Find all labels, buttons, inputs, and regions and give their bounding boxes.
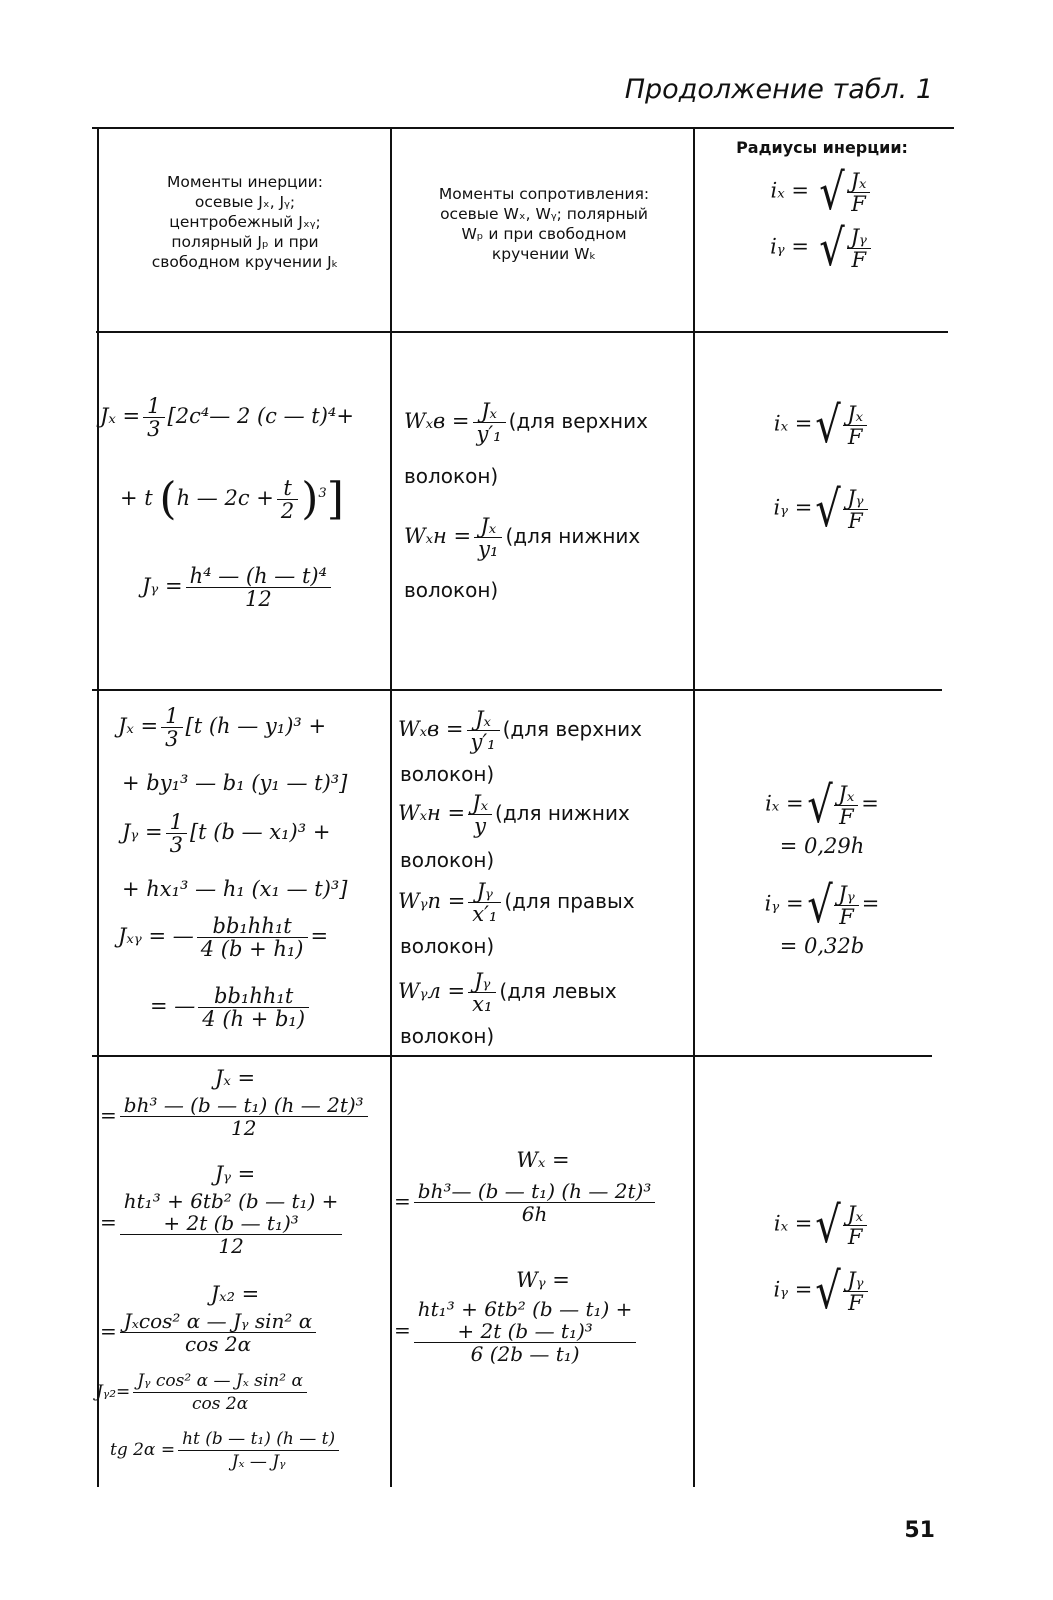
row3-jy-formula [100, 1190, 345, 1257]
frac-den: F [847, 1224, 863, 1249]
frac-num: Jₓ [834, 783, 858, 806]
row2-jy-line1 [122, 811, 330, 856]
row1-jx-line2: + t (h — 2c + $\frac{t}{2}$ )$^3$] [120, 473, 344, 525]
frac-den: F [847, 424, 863, 449]
header-iy-formula [697, 219, 947, 277]
row3-col3 [697, 1196, 947, 1320]
frac-num: Jₓcos² α — Jᵧ sin² α [120, 1310, 317, 1333]
w-note: (для верхних [502, 717, 642, 741]
row2-jx-line1 [118, 705, 326, 750]
frac-num: + 2t (b — t₁)³ [414, 1320, 637, 1343]
w-lhs: Wᵧп = [398, 889, 466, 913]
equals: = [100, 1210, 117, 1234]
frac-num: Jᵧ [847, 226, 871, 249]
equals: = [394, 1318, 411, 1342]
row3-tg-formula [110, 1428, 342, 1473]
frac-den: x′₁ [472, 902, 498, 926]
frac-den: F [851, 247, 867, 272]
frac-den: x₁ [472, 992, 493, 1016]
header-col2-line: Wₚ и при свободном [461, 225, 627, 243]
row2-ix-formula [697, 776, 947, 834]
row3-ix-formula [697, 1196, 947, 1254]
frac-den: F [848, 508, 863, 533]
tg-lhs: tg 2α = [110, 1440, 176, 1460]
row2-w3-note: волокон) [400, 934, 495, 958]
ix-label: iₓ = [770, 178, 809, 203]
frac-num: Jᵧ [843, 1269, 867, 1292]
equals: = [394, 1189, 411, 1213]
sqrt-icon: √ [815, 480, 842, 538]
jxy-lhs: Jₓᵧ = — [118, 924, 194, 948]
frac-den: 6h [521, 1202, 548, 1226]
jy-lhs: Jᵧ = [122, 820, 163, 844]
frac-den: 3 [165, 727, 179, 751]
frac-den: y [474, 814, 487, 838]
sqrt-icon: √ [815, 396, 842, 454]
w-note: (для левых [499, 979, 617, 1003]
header-col1-line: полярный Jₚ и при [171, 233, 319, 251]
row2-w4-note: волокон) [400, 1024, 495, 1048]
frac-num: Jₓ [843, 403, 867, 426]
frac-num: ht (b — t₁) (h — t) [178, 1428, 339, 1451]
header-col2 [394, 184, 694, 264]
iy-label: iᵧ = [773, 1277, 813, 1302]
header-col2-line: осевые Wₓ, Wᵧ; полярный [440, 205, 648, 223]
ix-label: iₓ = [765, 791, 804, 816]
row2-w4 [398, 970, 617, 1015]
frac-num: t [277, 477, 298, 500]
row1-jx-line1 [100, 395, 354, 440]
row2-jxy-line2 [150, 985, 312, 1030]
table-top-border [92, 127, 954, 129]
row3-jy-lhs: Jᵧ = [214, 1162, 256, 1186]
row2-bottom-border [92, 1055, 932, 1057]
frac-num: Jᵧ [843, 487, 867, 510]
frac-den: 12 [244, 587, 272, 611]
row3-jx-lhs: Jₓ = [214, 1066, 256, 1090]
col1-col2-divider [390, 127, 392, 1487]
sqrt-icon: √ [818, 219, 845, 277]
jy-bracket: [t (b — x₁)³ + [189, 820, 331, 844]
header-ix-formula [697, 163, 947, 221]
row2-iy-formula [697, 876, 947, 934]
w-note: (для нижних [505, 524, 641, 548]
jx-term: + t [120, 486, 153, 510]
frac-num: Jₓ [467, 708, 500, 731]
row3-wy-lhs: Wᵧ = [516, 1268, 570, 1292]
frac-den: Jₓ — Jᵧ [231, 1452, 286, 1472]
frac-num: bh³ — (b — t₁) (h — 2t)³ [120, 1094, 368, 1117]
jx-term: h — 2c + [176, 486, 274, 510]
row1-w-lower [404, 515, 640, 560]
w-lhs: Wₓн = [398, 801, 466, 825]
row1-ix-formula [697, 396, 947, 454]
row2-jy-line2: + hx₁³ — h₁ (x₁ — t)³] [122, 877, 348, 901]
frac-den: 12 [231, 1116, 257, 1140]
sqrt-icon: √ [815, 1262, 842, 1320]
frac-den: cos 2α [184, 1332, 252, 1356]
jxy-lhs: = — [150, 994, 196, 1018]
iy-label: iᵧ = [773, 495, 813, 520]
page-number: 51 [904, 1518, 935, 1543]
frac-num: bb₁hh₁t [197, 915, 308, 938]
frac-num: Jᵧ [468, 880, 501, 903]
frac-num: Jₓ [468, 792, 492, 815]
table-left-border [97, 127, 99, 1487]
frac-den: 12 [218, 1234, 244, 1258]
w-note: (для правых [504, 889, 635, 913]
row2-w1 [398, 708, 642, 753]
frac-den: 4 (h + b₁) [202, 1007, 306, 1031]
frac-den: cos 2α [192, 1394, 249, 1414]
header-col3-title: Радиусы инерции: [736, 138, 908, 157]
frac-den: 4 (b + h₁) [200, 937, 304, 961]
frac-num: Jᵧ cos² α — Jₓ sin² α [133, 1370, 307, 1393]
sqrt-icon: √ [806, 876, 833, 934]
sqrt-icon: √ [806, 776, 833, 834]
header-col1-line: Моменты инерции: [167, 173, 323, 191]
frac-den: 3 [147, 417, 161, 441]
jx-lhs: Jₓ = [100, 404, 141, 428]
frac-num: Jₓ [843, 1203, 867, 1226]
jx-bracket: [t (h — y₁)³ + [185, 714, 327, 738]
frac-num: Jₓ [474, 515, 502, 538]
header-col1-line: центробежный Jₓᵧ; [169, 213, 321, 231]
row1-col3 [697, 396, 947, 538]
equals: = [100, 1319, 117, 1343]
row1-w-upper [404, 400, 648, 445]
header-col2-line: кручении Wₖ [491, 245, 597, 263]
row3-wx-lhs: Wₓ = [516, 1148, 570, 1172]
frac-num: ht₁³ + 6tb² (b — t₁) + [417, 1297, 633, 1321]
jy-lhs: Jᵧ = [142, 574, 183, 598]
row1-iy-formula [697, 480, 947, 538]
frac-den: F [839, 904, 854, 929]
frac-den: F [848, 1290, 863, 1315]
exponent: 3 [318, 486, 327, 501]
row3-jx-formula [100, 1094, 371, 1139]
frac-den: 6 (2b — t₁) [470, 1342, 580, 1366]
ix-label: iₓ = [773, 1211, 813, 1236]
equals: = [310, 924, 329, 948]
w-note: (для верхних [508, 409, 648, 433]
row3-iy-formula [697, 1262, 947, 1320]
frac-den: y′₁ [476, 422, 502, 446]
equals: = [100, 1103, 117, 1127]
header-col1 [100, 172, 390, 272]
w-lhs: Wₓв = [398, 717, 464, 741]
row3-wx-formula [394, 1180, 658, 1225]
frac-num: Jᵧ [834, 883, 858, 906]
header-bottom-border [96, 331, 948, 333]
row3-jx2-formula [100, 1310, 319, 1355]
row2-jx-line2: + by₁³ — b₁ (y₁ — t)³] [122, 771, 348, 795]
col2-col3-divider [693, 127, 695, 1487]
jy2-lhs: Jᵧ₂= [96, 1382, 131, 1402]
row2-ix-value: = 0,29h [779, 834, 865, 858]
header-col1-line: свободном кручении Jₖ [151, 253, 339, 271]
frac-den: y′₁ [470, 730, 496, 754]
frac-num: 1 [143, 395, 164, 418]
row2-w2-note: волокон) [400, 848, 495, 872]
frac-num: Jₓ [473, 400, 506, 423]
w-lhs: Wₓн = [404, 524, 472, 548]
w-lhs: Wᵧл = [398, 979, 466, 1003]
row1-bottom-border [92, 689, 942, 691]
frac-num: bh³— (b — t₁) (h — 2t)³ [414, 1180, 656, 1203]
bracket: ] [326, 473, 344, 525]
header-col1-line: осевые Jₓ, Jᵧ; [194, 193, 296, 211]
frac-num: Jₓ [847, 170, 871, 193]
row2-col3 [697, 776, 947, 958]
sqrt-icon: √ [815, 1196, 842, 1254]
frac-den: 2 [280, 499, 295, 523]
row2-iy-value: = 0,32b [779, 934, 865, 958]
frac-num: bb₁hh₁t [198, 985, 309, 1008]
row3-wy-formula [394, 1298, 639, 1365]
table-continuation-caption: Продолжение табл. 1 [624, 74, 933, 105]
equals: = [861, 891, 880, 916]
frac-num: + 2t (b — t₁)³ [120, 1212, 343, 1235]
jx-lhs: Jₓ = [118, 714, 159, 738]
w-lhs: Wₓв = [404, 409, 470, 433]
frac-den: F [851, 191, 866, 216]
frac-num: ht₁³ + 6tb² (b — t₁) + [123, 1189, 339, 1213]
row3-jx2-lhs: Jₓ₂ = [210, 1282, 260, 1306]
equals: = [861, 791, 879, 816]
iy-label: iᵧ = [764, 891, 804, 916]
frac-num: 1 [161, 705, 182, 728]
row1-jy-formula [142, 565, 334, 610]
header-col2-line: Моменты сопротивления: [438, 185, 650, 203]
frac-den: y₁ [478, 537, 499, 561]
ix-label: iₓ = [773, 411, 813, 436]
jx-bracket: [2c⁴— 2 (c — t)⁴+ [167, 404, 354, 428]
frac-den: F [839, 804, 854, 829]
sqrt-icon: √ [818, 163, 845, 221]
row2-w1-note: волокон) [400, 762, 495, 786]
frac-num: h⁴ — (h — t)⁴ [186, 565, 331, 588]
row2-w3 [398, 880, 635, 925]
row3-jy2-formula [96, 1370, 310, 1415]
frac-num: 1 [166, 811, 187, 834]
row1-w-upper-note: волокон) [404, 464, 499, 488]
row2-w2 [398, 792, 630, 837]
w-note: (для нижних [495, 801, 630, 825]
row1-w-lower-note: волокон) [404, 578, 499, 602]
iy-label: iᵧ = [770, 234, 809, 259]
row2-jxy-line1 [118, 915, 328, 960]
header-col3 [697, 138, 947, 277]
frac-den: 3 [169, 833, 183, 857]
frac-num: Jᵧ [468, 970, 496, 993]
